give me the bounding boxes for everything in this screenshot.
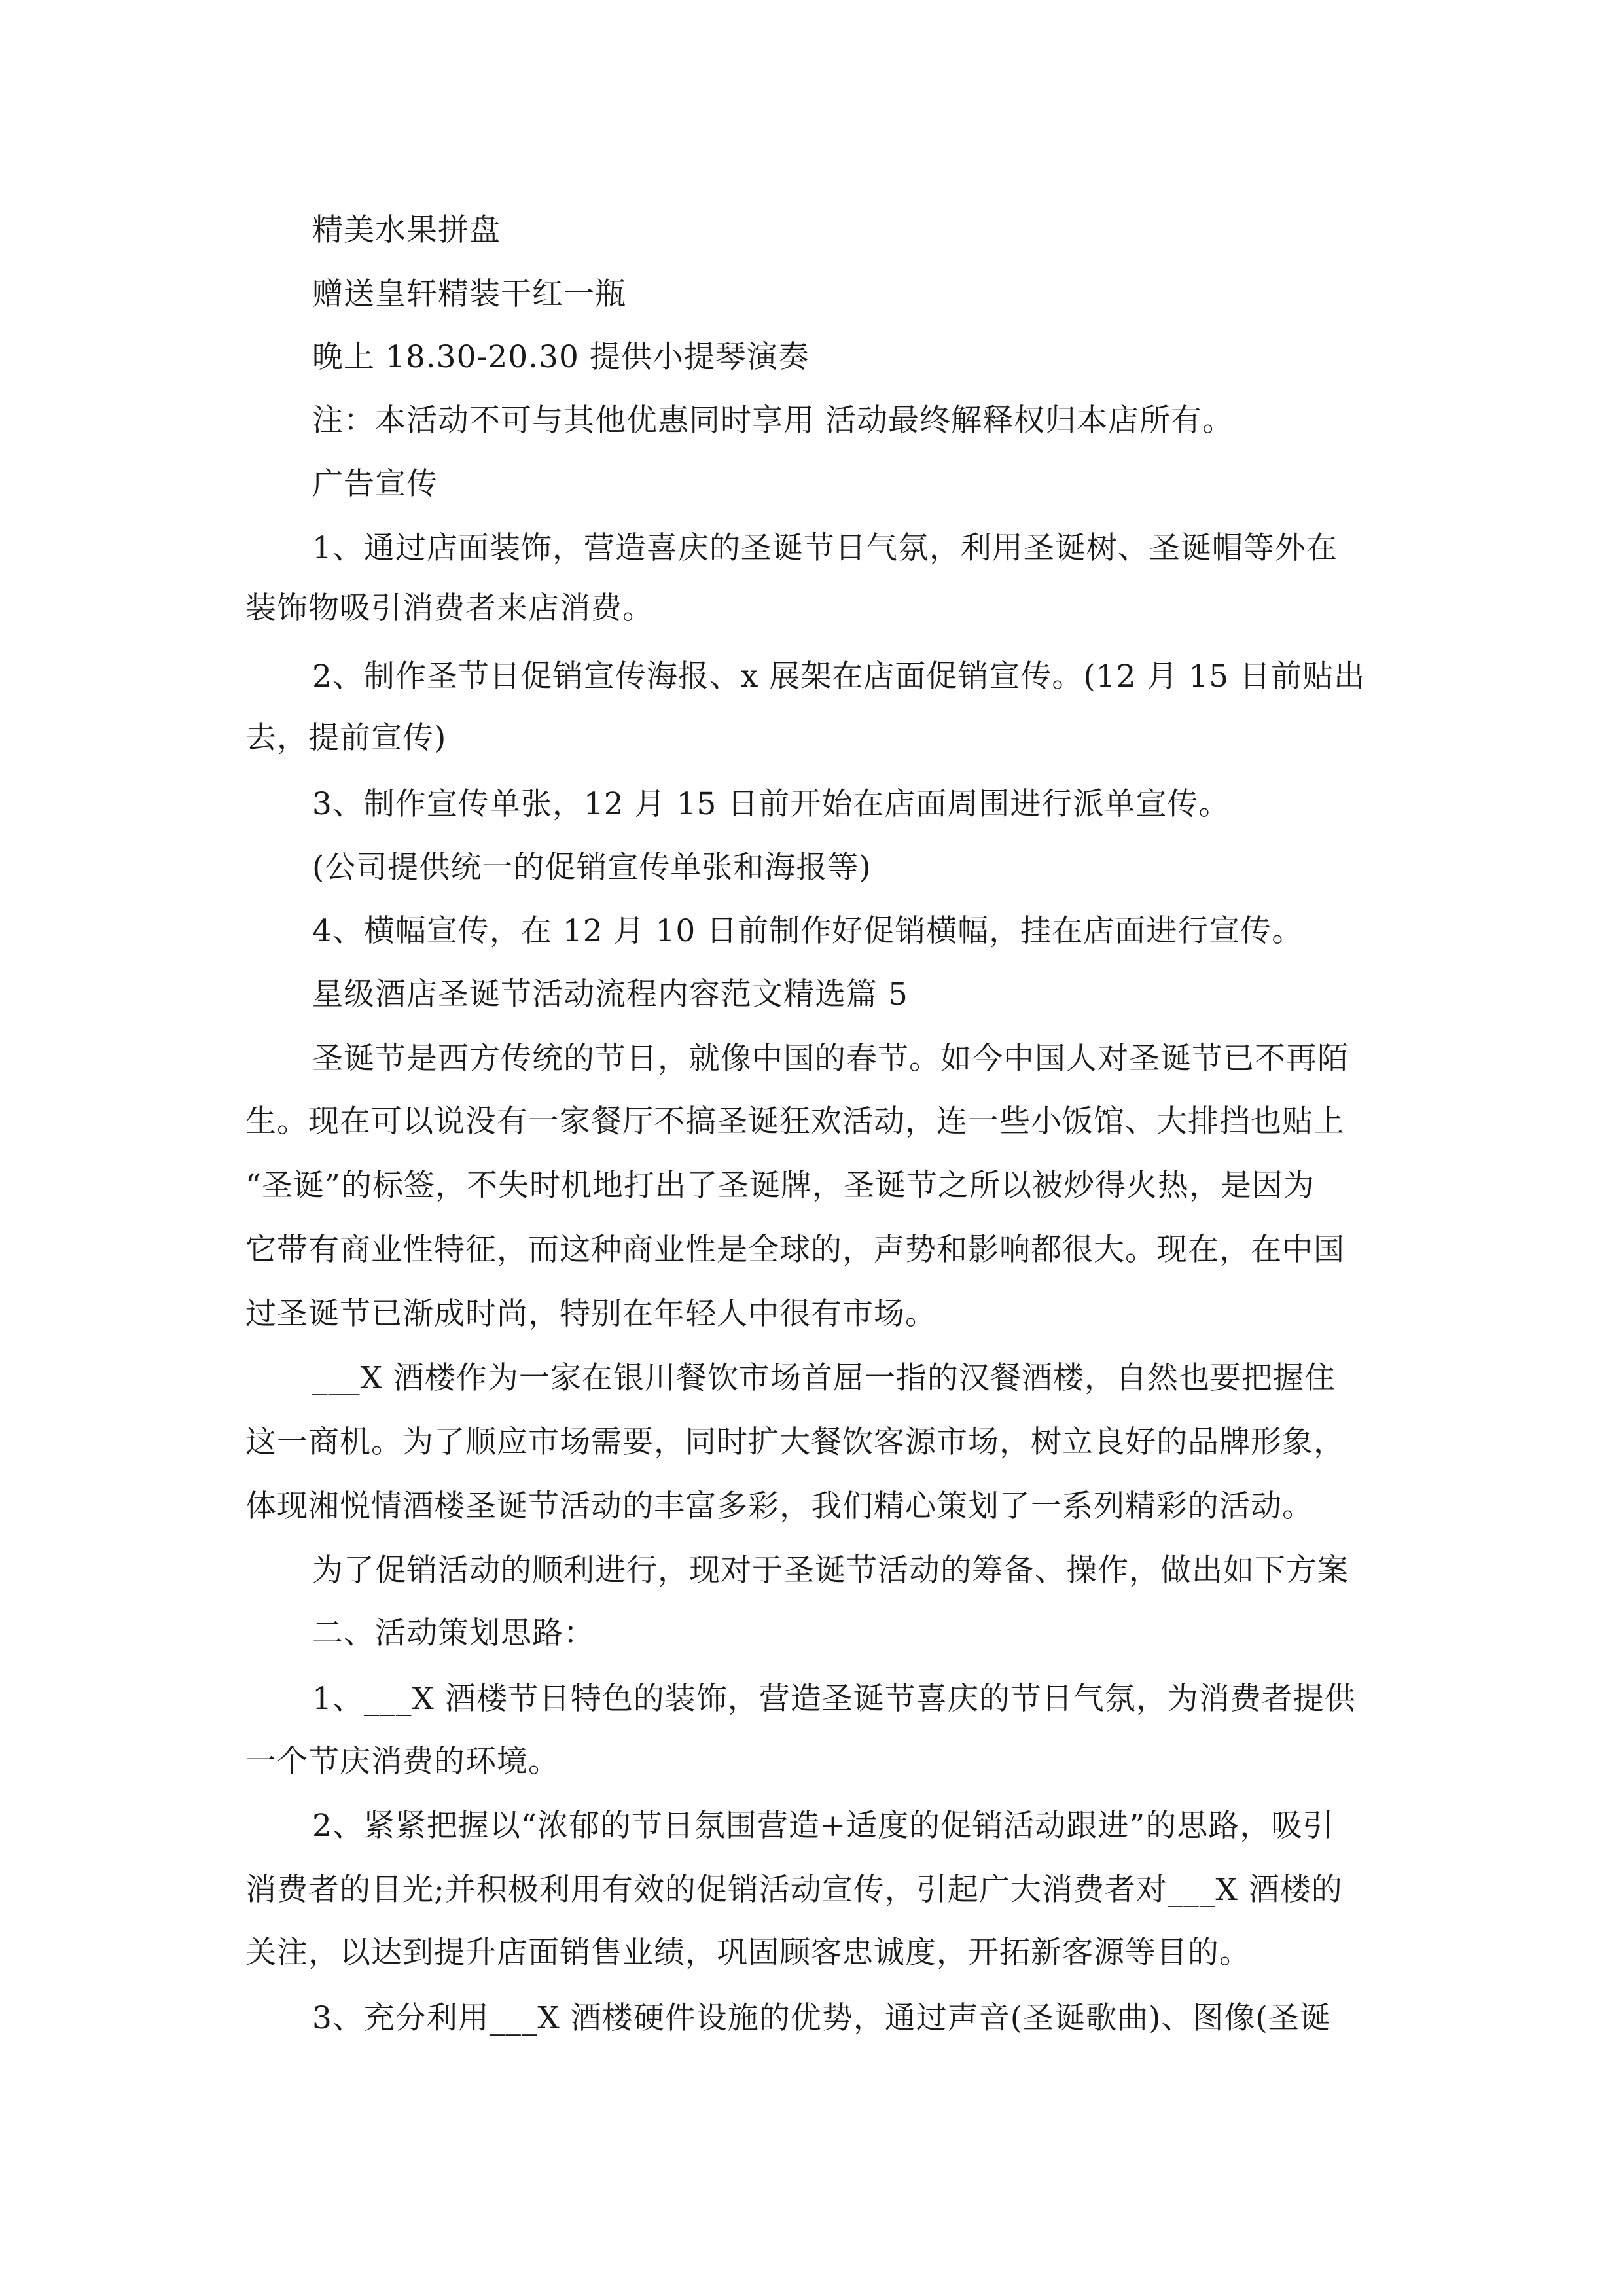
text-line: 一个节庆消费的环境。 — [245, 1744, 560, 1780]
text-line: 2、紧紧把握以“浓郁的节日氛围营造+适度的促销活动跟进”的思路，吸引 — [312, 1808, 1334, 1844]
section-heading: 广告宣传 — [312, 466, 438, 502]
text-line: “圣诞”的标签，不失时机地打出了圣诞牌，圣诞节之所以被炒得火热，是因为 — [245, 1168, 1315, 1204]
text-line: 1、___X 酒楼节日特色的装饰，营造圣诞节喜庆的节日气氛，为消费者提供 — [312, 1681, 1356, 1717]
text-line: 精美水果拼盘 — [312, 212, 501, 248]
text-line: 体现湘悦情酒楼圣诞节活动的丰富多彩，我们精心策划了一系列精彩的活动。 — [245, 1488, 1313, 1524]
text-line: 为了促销活动的顺利进行，现对于圣诞节活动的筹备、操作，做出如下方案 — [312, 1552, 1349, 1588]
text-line: 3、制作宣传单张，12 月 15 日前开始在店面周围进行派单宣传。 — [312, 786, 1230, 822]
text-line: 关注，以达到提升店面销售业绩，巩固顾客忠诚度，开拓新客源等目的。 — [245, 1935, 1251, 1971]
text-line: 注：本活动不可与其他优惠同时享用 活动最终解释权归本店所有。 — [312, 403, 1234, 439]
text-line: 晚上 18.30-20.30 提供小提琴演奏 — [312, 339, 810, 375]
text-line: 去，提前宣传) — [245, 720, 447, 756]
text-line: 它带有商业性特征，而这种商业性是全球的，声势和影响都很大。现在，在中国 — [245, 1232, 1345, 1268]
text-line: 4、横幅宣传，在 12 月 10 日前制作好促销横幅，挂在店面进行宣传。 — [312, 913, 1304, 949]
text-line: 生。现在可以说没有一家餐厅不搞圣诞狂欢活动，连一些小饭馆、大排挡也贴上 — [245, 1103, 1345, 1139]
text-line: 消费者的目光;并积极利用有效的促销活动宣传，引起广大消费者对___X 酒楼的 — [245, 1872, 1343, 1908]
text-line: 过圣诞节已渐成时尚，特别在年轻人中很有市场。 — [245, 1296, 936, 1332]
text-line: 圣诞节是西方传统的节日，就像中国的春节。如今中国人对圣诞节已不再陌 — [312, 1041, 1349, 1077]
text-line: 这一商机。为了顺应市场需要，同时扩大餐饮客源市场，树立良好的品牌形象， — [245, 1424, 1345, 1460]
text-line: 赠送皇轩精装干红一瓶 — [312, 276, 626, 312]
text-line: (公司提供统一的促销宣传单张和海报等) — [312, 850, 872, 886]
text-line: ___X 酒楼作为一家在银川餐饮市场首屈一指的汉餐酒楼，自然也要把握住 — [312, 1360, 1336, 1396]
text-line: 1、通过店面装饰，营造喜庆的圣诞节日气氛，利用圣诞树、圣诞帽等外在 — [312, 530, 1338, 566]
text-line: 装饰物吸引消费者来店消费。 — [245, 590, 654, 626]
section-heading: 二、活动策划思路： — [312, 1615, 595, 1651]
article-title: 星级酒店圣诞节活动流程内容范文精选篇 5 — [312, 977, 908, 1013]
text-line: 2、制作圣节日促销宣传海报、x 展架在店面促销宣传。(12 月 15 日前贴出 — [312, 658, 1366, 694]
text-line: 3、充分利用___X 酒楼硬件设施的优势，通过声音(圣诞歌曲)、图像(圣诞 — [312, 2000, 1331, 2036]
